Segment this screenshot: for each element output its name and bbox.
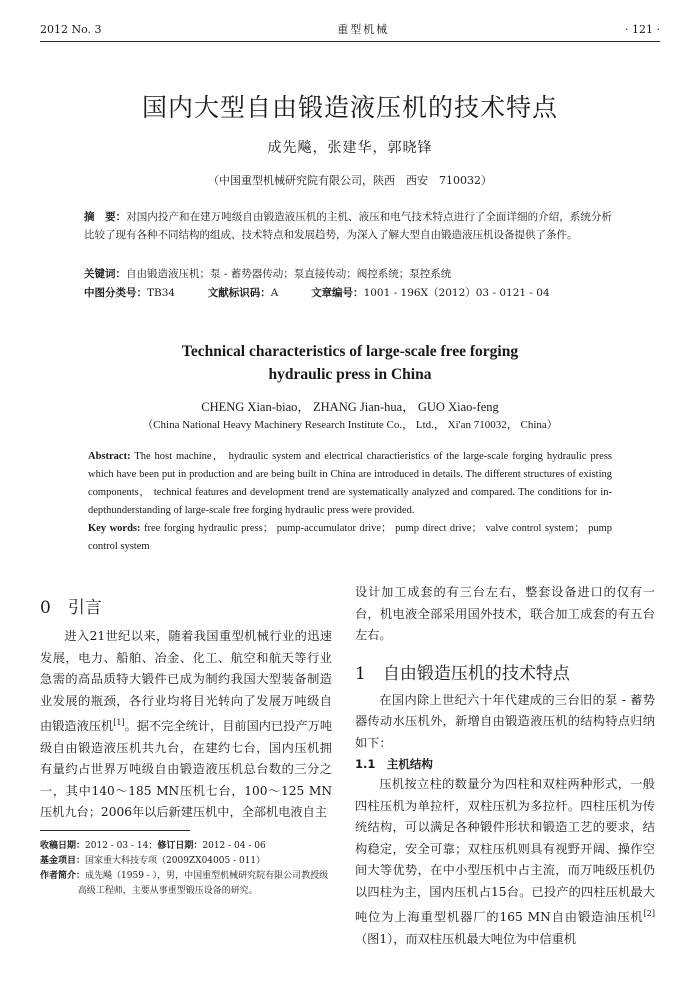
affiliation: （中国重型机械研究院有限公司，陕西 西安 710032） [208, 174, 492, 187]
english-title-line2: hydraulic press in China [268, 366, 432, 383]
keywords-cn [84, 266, 612, 281]
paper-title: 国内大型自由锻造液压机的技术特点 [141, 93, 558, 122]
journal-name: 重型机械 [337, 23, 390, 36]
footnote-dates: 收稿日期：2012 - 03 - 14；修订日期：2012 - 04 - 06 [40, 840, 266, 851]
running-header [40, 20, 660, 42]
keywords-cn-text: 自由锻造液压机；泵 - 蓄势器传动；泵直接传动；阀控系统；泵控系统 [126, 268, 452, 280]
footnote-divider [40, 830, 190, 831]
section-1-intro: 在国内除上世纪六十年代建成的三台旧的泵 - 蓄势器传动水压机外，新增自由锻造液压机的结构特点归纳如下： [355, 692, 655, 750]
page-number: · 121 · [625, 22, 660, 36]
keywords-en-text: free forging hydraulic press； pump-accumulator drive； pump direct drive； valve control system； pump control system [88, 523, 612, 552]
footnote-author: 作者简介：成先飚（1959 - ），男，中国重型机械研究院有限公司教授级高级工程师，主要从事重型锻压设备的研究。 [40, 870, 329, 896]
left-column [40, 593, 332, 899]
subsection-1-1-heading: 1.1 主机结构 [355, 757, 433, 771]
abstract-en [88, 448, 612, 556]
citation-1: [1] [113, 718, 125, 727]
author-list: 成先飚，张建华，郭晓锋 [267, 140, 433, 156]
footnote-fund: 基金项目：国家重大科技专项（2009ZX04005 - 011） [40, 855, 266, 866]
english-title-line1: Technical characteristics of large-scale free forging [181, 343, 519, 360]
section-1-heading: 1 自由锻造压机的技术特点 [355, 663, 570, 684]
article-no-label: 文章编号： [311, 287, 364, 299]
english-authors: CHENG Xian-biao， ZHANG Jian-hua， GUO Xiao-feng [201, 400, 499, 414]
keywords-en-label: Key words: [88, 523, 141, 534]
doc-code-label: 文献标识码： [207, 287, 271, 299]
issue-label: 2012 No. 3 [40, 22, 102, 36]
clc-value: TB34 [147, 287, 176, 299]
subsection-1-1-paragraph: 压机按立柱的数量分为四柱和双柱两种形式，一般四柱压机为单拉杆，双柱压机为多拉杆。四柱压机为传统结构，可以满足各种锻件形状和锻造工艺的要求，结构稳定，安全可靠；双柱压机则具有视野开阔、操作空间大等优势，在中小型压机中占主流，而万吨级压机仍以四柱为主，国内压机占15台。已投产的四柱压机最大吨位为上海重型机器厂的165 MN自由锻造油压机[2]（图1），而双柱压机最大吨位为中信重机 [355, 777, 655, 946]
section-0-heading: 0 引言 [40, 598, 102, 618]
doc-code-value: A [270, 287, 279, 299]
abstract-cn-label: 摘 要： [84, 211, 127, 223]
right-column [355, 582, 655, 950]
abstract-en-text: The host machine， hydraulic system and electrical charactieristics of the large-scale forging hydraulic press which have been put in production and are being built in China are introduced in details. The different structures of existing components， technical features and development trend are systematically analyzed and compared. The conditions for in-depthunderstanding of large-scale free forging hydraulic press were provided. [88, 451, 612, 516]
keywords-cn-label: 关键词： [84, 268, 126, 280]
section-0-continued: 设计加工成套的有三台左右，整套设备进口的仅有一台，机电液全部采用国外技术，联合加工成套的有五台左右。 [355, 585, 655, 642]
english-title [0, 340, 700, 386]
section-0-paragraph: 进入21世纪以来，随着我国重型机械行业的迅速发展，电力、船舶、冶金、化工、航空和航天等行业急需的高品质特大锻件已成为制约我国大型装备制造业发展的瓶颈，各行业均将目光转向了发展万吨级自由锻造液压机[1]。据不完全统计，目前国内已投产万吨级自由锻造液压机共九台，在建约七台，国内压机拥有量约占世界万吨级自由锻造液压机总台数的三分之一，其中140～185 MN压机七台，100～125 MN压机九台；2006年以后新建压机中，全部机电液自主 [40, 629, 333, 820]
english-affiliation: （China National Heavy Machinery Research Institute Co.， Ltd.， Xi'an 710032， China） [142, 419, 558, 431]
footnotes [40, 839, 332, 899]
abstract-cn [84, 208, 612, 244]
classification-line [84, 285, 612, 300]
clc-label: 中图分类号： [84, 287, 147, 299]
article-no-value: 1001 - 196X（2012）03 - 0121 - 04 [363, 287, 550, 299]
citation-2: [2] [643, 909, 655, 918]
abstract-en-label: Abstract: [88, 451, 131, 462]
abstract-cn-text: 对国内投产和在建万吨级自由锻造液压机的主机、液压和电气技术特点进行了全面详细的介绍，系统分析比较了现有各种不同结构的组成、技术特点和发展趋势，为深入了解大型自由锻造液压机设备提供了条件。 [84, 211, 613, 241]
